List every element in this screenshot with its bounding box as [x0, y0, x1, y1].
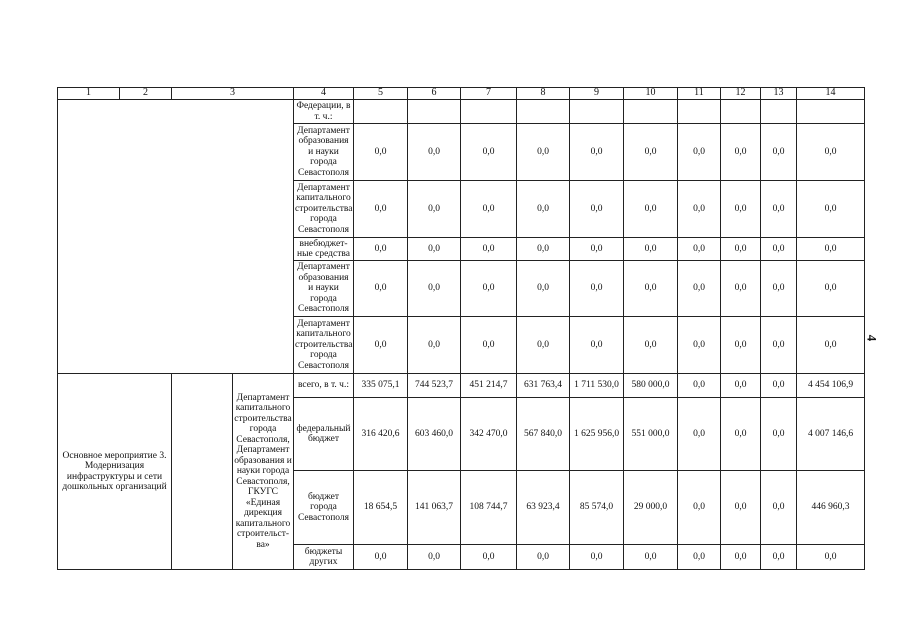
- value-cell: 0,0: [570, 261, 624, 317]
- value-cell: 0,0: [624, 317, 678, 374]
- source-cell: Департамент образования и науки города Севастополя: [294, 261, 354, 317]
- value-cell: 0,0: [408, 545, 461, 570]
- value-cell: 0,0: [517, 238, 570, 261]
- value-cell: 0,0: [408, 261, 461, 317]
- value-cell: 603 460,0: [408, 398, 461, 471]
- value-cell: 0,0: [354, 317, 408, 374]
- col-header: 14: [797, 88, 865, 100]
- value-cell: [517, 100, 570, 124]
- source-cell: федеральный бюджет: [294, 398, 354, 471]
- value-cell: 0,0: [517, 124, 570, 181]
- col-header: 8: [517, 88, 570, 100]
- value-cell: 0,0: [354, 545, 408, 570]
- source-cell: Федерации, в т. ч.:: [294, 100, 354, 124]
- value-cell: 4 454 106,9: [797, 374, 865, 398]
- value-cell: [408, 100, 461, 124]
- value-cell: 18 654,5: [354, 471, 408, 545]
- value-cell: 0,0: [461, 317, 517, 374]
- value-cell: 0,0: [678, 261, 721, 317]
- col-header: 13: [761, 88, 797, 100]
- value-cell: 0,0: [461, 124, 517, 181]
- value-cell: 85 574,0: [570, 471, 624, 545]
- value-cell: [678, 100, 721, 124]
- value-cell: [624, 100, 678, 124]
- value-cell: 63 923,4: [517, 471, 570, 545]
- value-cell: 0,0: [761, 374, 797, 398]
- value-cell: 0,0: [461, 261, 517, 317]
- value-cell: 446 960,3: [797, 471, 865, 545]
- value-cell: 0,0: [624, 181, 678, 238]
- value-cell: 0,0: [354, 261, 408, 317]
- value-cell: 0,0: [797, 124, 865, 181]
- value-cell: 0,0: [678, 181, 721, 238]
- value-cell: [570, 100, 624, 124]
- value-cell: 0,0: [678, 124, 721, 181]
- value-cell: 0,0: [354, 181, 408, 238]
- value-cell: 0,0: [570, 545, 624, 570]
- col-header: 5: [354, 88, 408, 100]
- col-header: 11: [678, 88, 721, 100]
- measure-title: Основное мероприятие 3. Модернизация инфраструктуры и сети дошкольных организаций: [58, 374, 172, 570]
- header-row: [58, 88, 865, 100]
- value-cell: 0,0: [721, 471, 761, 545]
- value-cell: 0,0: [761, 124, 797, 181]
- merged-blank-cell: [58, 100, 294, 374]
- value-cell: 0,0: [461, 545, 517, 570]
- value-cell: 0,0: [517, 181, 570, 238]
- value-cell: [461, 100, 517, 124]
- value-cell: 580 000,0: [624, 374, 678, 398]
- value-cell: 4 007 146,6: [797, 398, 865, 471]
- value-cell: [761, 100, 797, 124]
- value-cell: 0,0: [721, 317, 761, 374]
- value-cell: 0,0: [408, 124, 461, 181]
- value-cell: 0,0: [678, 471, 721, 545]
- value-cell: 0,0: [408, 317, 461, 374]
- value-cell: 0,0: [517, 317, 570, 374]
- value-cell: 0,0: [517, 261, 570, 317]
- value-cell: 0,0: [570, 181, 624, 238]
- value-cell: 0,0: [761, 238, 797, 261]
- value-cell: 0,0: [797, 317, 865, 374]
- col-header: 6: [408, 88, 461, 100]
- value-cell: 0,0: [461, 238, 517, 261]
- budget-table: [57, 87, 865, 570]
- table-row: [58, 374, 865, 398]
- value-cell: 335 075,1: [354, 374, 408, 398]
- source-cell: Департамент образования и науки города Севастополя: [294, 124, 354, 181]
- value-cell: 0,0: [797, 545, 865, 570]
- value-cell: 316 420,6: [354, 398, 408, 471]
- value-cell: 0,0: [408, 238, 461, 261]
- col-header: 12: [721, 88, 761, 100]
- value-cell: 0,0: [624, 124, 678, 181]
- value-cell: 0,0: [797, 238, 865, 261]
- col-header: 9: [570, 88, 624, 100]
- value-cell: 0,0: [761, 398, 797, 471]
- col-header: 1: [58, 88, 120, 100]
- source-cell: Департамент капитального строительства города Севастополя: [294, 317, 354, 374]
- value-cell: 0,0: [721, 124, 761, 181]
- source-cell: бюджеты других: [294, 545, 354, 570]
- value-cell: 29 000,0: [624, 471, 678, 545]
- col-header: 4: [294, 88, 354, 100]
- value-cell: 0,0: [624, 545, 678, 570]
- table-row: [58, 100, 865, 124]
- value-cell: 0,0: [678, 238, 721, 261]
- value-cell: 342 470,0: [461, 398, 517, 471]
- value-cell: 451 214,7: [461, 374, 517, 398]
- blank-cell: [172, 374, 233, 570]
- col-header: 3: [172, 88, 294, 100]
- value-cell: 0,0: [517, 545, 570, 570]
- value-cell: 0,0: [721, 238, 761, 261]
- value-cell: 0,0: [678, 317, 721, 374]
- value-cell: 0,0: [624, 238, 678, 261]
- source-cell: Департамент капитального строительства города Севастополя: [294, 181, 354, 238]
- value-cell: 1 711 530,0: [570, 374, 624, 398]
- col-header: 10: [624, 88, 678, 100]
- value-cell: 567 840,0: [517, 398, 570, 471]
- value-cell: [721, 100, 761, 124]
- value-cell: 0,0: [408, 181, 461, 238]
- value-cell: [354, 100, 408, 124]
- value-cell: 141 063,7: [408, 471, 461, 545]
- value-cell: 0,0: [761, 317, 797, 374]
- value-cell: 1 625 956,0: [570, 398, 624, 471]
- value-cell: 0,0: [721, 545, 761, 570]
- value-cell: 0,0: [354, 238, 408, 261]
- value-cell: 0,0: [570, 124, 624, 181]
- value-cell: 0,0: [570, 317, 624, 374]
- value-cell: 0,0: [797, 181, 865, 238]
- value-cell: 108 744,7: [461, 471, 517, 545]
- value-cell: 0,0: [354, 124, 408, 181]
- col-header: 7: [461, 88, 517, 100]
- value-cell: 0,0: [461, 181, 517, 238]
- executor-cell: Департамент капитального строительства города Севастополя, Департамент образования и науки города Севастополя, ГКУГС «Единая дирекция капитального строительст-ва»: [233, 374, 294, 570]
- value-cell: 0,0: [721, 398, 761, 471]
- value-cell: 0,0: [721, 181, 761, 238]
- value-cell: 0,0: [761, 181, 797, 238]
- value-cell: 0,0: [678, 398, 721, 471]
- source-cell: всего, в т. ч.:: [294, 374, 354, 398]
- value-cell: 0,0: [678, 545, 721, 570]
- source-cell: внебюджет-ные средства: [294, 238, 354, 261]
- source-cell: бюджет города Севастополя: [294, 471, 354, 545]
- value-cell: 0,0: [797, 261, 865, 317]
- value-cell: 744 523,7: [408, 374, 461, 398]
- value-cell: 0,0: [721, 261, 761, 317]
- value-cell: 551 000,0: [624, 398, 678, 471]
- col-header: 2: [120, 88, 172, 100]
- page-number: 4: [864, 334, 880, 342]
- value-cell: 0,0: [624, 261, 678, 317]
- value-cell: 0,0: [721, 374, 761, 398]
- value-cell: [797, 100, 865, 124]
- value-cell: 0,0: [761, 471, 797, 545]
- value-cell: 0,0: [570, 238, 624, 261]
- value-cell: 0,0: [678, 374, 721, 398]
- value-cell: 631 763,4: [517, 374, 570, 398]
- value-cell: 0,0: [761, 261, 797, 317]
- value-cell: 0,0: [761, 545, 797, 570]
